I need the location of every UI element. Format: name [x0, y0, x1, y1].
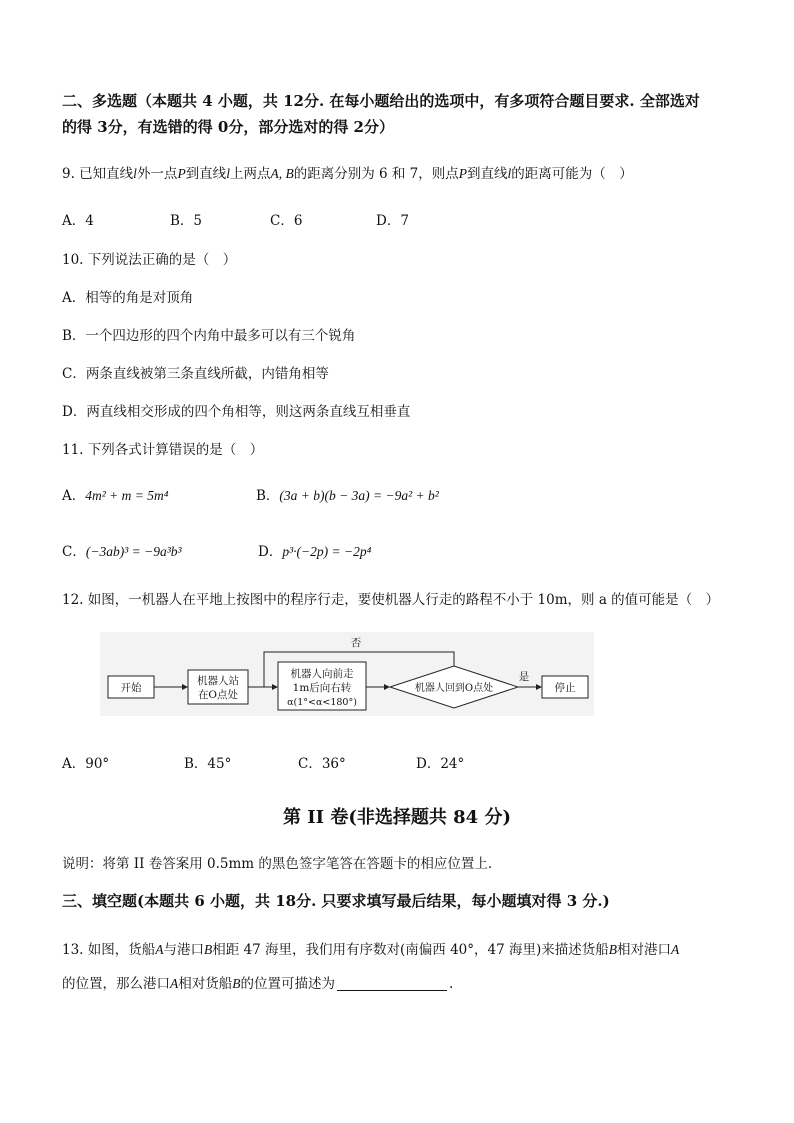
q9-var-l-3: l	[507, 166, 512, 181]
flow-stop-text: 停止	[554, 682, 576, 694]
q13-var-b-2: B	[608, 942, 617, 957]
q11-option-c-expr: (−3ab)³ = −9a³b³	[85, 544, 182, 559]
q12-option-d: D．24°	[416, 756, 465, 772]
q12-option-b: B．45°	[184, 756, 232, 772]
q11-option-a-expr: 4m² + m = 5m⁴	[85, 488, 169, 503]
q10-stem: 10. 下列说法正确的是（ ）	[62, 252, 237, 268]
q9-text-4: 上两点	[229, 166, 271, 182]
flow-move-text-3: α(1°<α<180°)	[287, 697, 357, 708]
q13-text-7: 的位置可描述为	[240, 976, 335, 992]
q11-option-b	[256, 484, 439, 504]
q13-text-8: .	[449, 976, 454, 992]
q9-var-p-2: P	[458, 166, 468, 181]
q10-option-d: D．两直线相交形成的四个角相等，则这两条直线互相垂直	[62, 404, 411, 420]
q13-line1	[62, 938, 679, 958]
q11-option-d-expr: p³·(−2p) = −2p⁴	[282, 544, 372, 559]
q11-option-d-label: D．	[258, 544, 283, 560]
q11-option-d	[258, 540, 371, 560]
q9-var-p: P	[177, 166, 186, 181]
q13-text-4: 相对港口	[617, 942, 671, 958]
part2-title: 第 II 卷(非选择题共 84 分)	[283, 807, 511, 828]
q9-var-ab: A, B	[270, 166, 294, 181]
flow-stand-text-2: 在O点处	[197, 689, 239, 701]
section2-title-line1: 二、多选题（本题共 4 小题，共 12分. 在每小题给出的选项中，有多项符合题目要求. 全部选对	[62, 92, 700, 110]
section2-title-line2: 的得 3分，有选错的得 0分，部分选对的得 2分）	[62, 118, 394, 136]
q13-var-b: B	[204, 942, 213, 957]
q11-stem: 11. 下列各式计算错误的是（ ）	[62, 442, 264, 458]
q9-text-7: 的距离可能为（ ）	[511, 166, 633, 182]
q13-var-a: A	[155, 942, 164, 957]
flow-stand-text-1: 机器人站	[197, 675, 239, 687]
q9-option-b: B．5	[170, 213, 203, 229]
q9-text-5: 的距离分别为 6 和 7，则点	[293, 166, 459, 182]
q11-option-b-label: B．	[256, 488, 280, 504]
q11-option-a-label: A．	[62, 488, 86, 504]
flow-move-text-1: 机器人向前走	[290, 668, 354, 680]
q9-text-6: 到直线	[467, 166, 508, 182]
q12-option-c: C．36°	[298, 756, 346, 772]
q13-text-5: 的位置，那么港口	[62, 976, 170, 992]
q13-var-a-2: A	[671, 942, 680, 957]
q10-option-a: A．相等的角是对顶角	[62, 290, 194, 306]
flow-no-label: 否	[350, 637, 362, 649]
flow-decision-text: 机器人回到O点处	[414, 683, 494, 694]
q9-var-l-2: l	[226, 166, 230, 181]
q13-line2	[62, 972, 453, 992]
q9-var-l: l	[133, 166, 137, 181]
q11-option-b-expr: (3a + b)(b − 3a) = −9a² + b²	[279, 488, 439, 503]
q9-option-c: C．6	[270, 213, 303, 229]
q12-stem: 12. 如图，一机器人在平地上按图中的程序行走，要使机器人行走的路程不小于 10m，则 a 的值可能是（ ）	[62, 592, 720, 608]
q13-text-6: 相对货船	[178, 976, 233, 992]
section3-title: 三、填空题(本题共 6 小题，共 18分. 只要求填写最后结果，每小题填对得 3 分.)	[62, 892, 610, 910]
q11-option-a	[62, 484, 168, 504]
q10-option-c: C．两条直线被第三条直线所截，内错角相等	[62, 366, 329, 382]
q9-text-3: 到直线	[185, 166, 227, 182]
part2-note: 说明：将第 II 卷答案用 0.5mm 的黑色签字笔答在答题卡的相应位置上.	[62, 856, 493, 872]
q11-option-c-label: C．	[62, 544, 86, 560]
q13-answer-blank[interactable]	[337, 976, 447, 991]
q13-text-2: 与港口	[163, 942, 205, 958]
q13-var-a-3: A	[170, 976, 179, 991]
q9-option-d: D．7	[376, 213, 409, 229]
q12-option-a: A．90°	[62, 756, 110, 772]
robot-flowchart	[100, 632, 594, 716]
q9-stem	[62, 162, 633, 182]
q13-text-1: 13. 如图，货船	[62, 942, 156, 958]
q10-option-b: B．一个四边形的四个内角中最多可以有三个锐角	[62, 328, 356, 344]
flow-start-text: 开始	[120, 682, 142, 694]
flow-move-text-2: 1m后向右转	[292, 682, 352, 694]
q9-text-1: 9. 已知直线	[62, 166, 134, 182]
flow-yes-label: 是	[518, 671, 530, 683]
q11-option-c	[62, 540, 182, 560]
q13-var-b-3: B	[232, 976, 241, 991]
q9-text-2: 外一点	[136, 166, 178, 182]
q9-option-a: A．4	[62, 213, 94, 229]
q13-text-3: 相距 47 海里，我们用有序数对(南偏西 40°，47 海里)来描述货船	[212, 942, 609, 958]
